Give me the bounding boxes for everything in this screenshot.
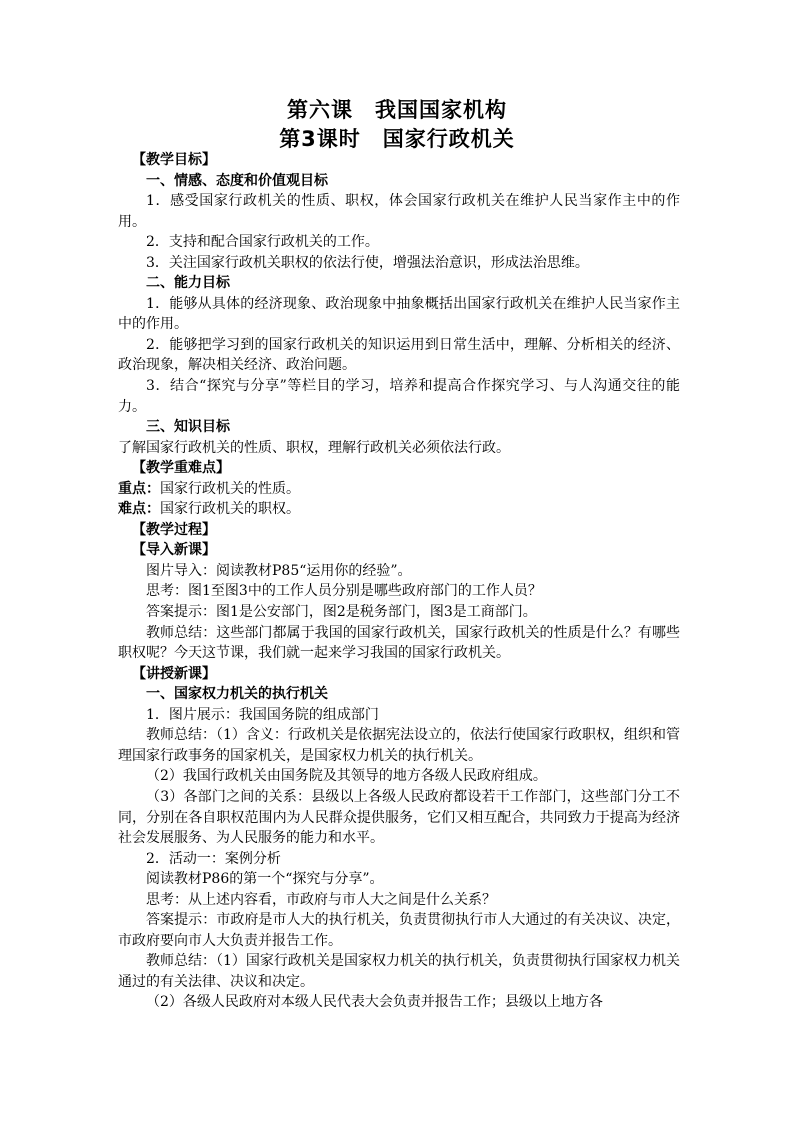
lecture-line: 教师总结：（1）含义：行政机关是依据宪法设立的，依法行使国家行政职权，组织和管理国家行政事务的国家机关，是国家权力机关的执行机关。 (118, 727, 680, 764)
intro-line: 思考：图1至图3中的工作人员分别是哪些政府部门的工作人员？ (146, 583, 542, 600)
lecture-line: 教师总结：（1）国家行政机关是国家权力机关的执行机关，负责贯彻执行国家权力机关通过的有关法律、决议和决定。 (118, 953, 680, 990)
lecture-line: 答案提示：市政府是市人大的执行机关，负责贯彻执行市人大通过的有关决议、决定，市政府要向市人大负责并报告工作。 (118, 912, 680, 949)
difficulty-label: 难点： (118, 501, 160, 518)
section2-item: 1．能够从具体的经济现象、政治现象中抽象概括出国家行政机关在维护人民当家作主中的作用。 (118, 295, 680, 333)
section3-text: 了解国家行政机关的性质、职权，理解行政机关必须依法行政。 (118, 439, 510, 456)
section1-heading: 一、情感、态度和价值观目标 (146, 172, 328, 189)
intro-line: 教师总结：这些部门都属于我国的国家行政机关，国家行政机关的性质是什么？有哪些职权呢？今天这节课，我们就一起来学习我国的国家行政机关。 (118, 624, 680, 662)
intro-line: 图片导入：阅读教材P85“运用你的经验”。 (146, 562, 412, 579)
focus-label: 重点： (118, 480, 160, 497)
document-body (118, 150, 680, 1013)
difficulty-line (118, 499, 680, 520)
section1-item: 3．关注国家行政机关职权的依法行使，增强法治意识，形成法治思维。 (146, 254, 589, 271)
intro-line: 答案提示：图1是公安部门，图2是税务部门，图3是工商部门。 (146, 604, 537, 621)
lecture-part1-heading: 一、国家权力机关的执行机关 (146, 686, 328, 703)
section2-item: 3．结合“探究与分享”等栏目的学习，培养和提高合作探究学习、与人沟通交往的能力。 (118, 378, 680, 415)
section2-heading: 二、能力目标 (146, 275, 230, 292)
key-points-heading: 【教学重难点】 (132, 460, 230, 477)
lesson-subtitle: 第3课时 国家行政机关 (279, 127, 515, 151)
process-heading: 【教学过程】 (132, 521, 216, 538)
lecture-line: （3）各部门之间的关系：县级以上各级人民政府都设若干工作部门，这些部门分工不同，分别在各自职权范围内为人民群众提供服务，它们又相互配合，共同致力于提高为经济社会发展服务、为人民服务的能力和水平。 (118, 788, 680, 847)
focus-text: 国家行政机关的性质。 (160, 480, 300, 497)
lecture-line: 思考：从上述内容看，市政府与市人大之间是什么关系？ (146, 891, 496, 908)
focus-line (118, 479, 680, 500)
difficulty-text: 国家行政机关的职权。 (160, 501, 300, 518)
lecture-line: 1．图片展示：我国国务院的组成部门 (146, 706, 379, 723)
lecture-line: （2）我国行政机关由国务院及其领导的地方各级人民政府组成。 (146, 768, 547, 785)
lecture-line: 2．活动一：案例分析 (146, 850, 281, 867)
lecture-line: 阅读教材P86的第一个“探究与分享”。 (146, 871, 384, 888)
objectives-heading: 【教学目标】 (132, 152, 216, 168)
section1-item: 2．支持和配合国家行政机关的工作。 (146, 234, 379, 251)
section2-item: 2．能够把学习到的国家行政机关的知识运用到日常生活中，理解、分析相关的经济、政治现象，解决相关经济、政治问题。 (118, 336, 680, 374)
lecture-heading: 【讲授新课】 (132, 665, 216, 682)
section1-item: 1．感受国家行政机关的性质、职权，体会国家行政机关在维护人民当家作主中的作用。 (118, 193, 680, 230)
lecture-line: （2）各级人民政府对本级人民代表大会负责并报告工作；县级以上地方各 (146, 994, 603, 1011)
intro-heading: 【导入新课】 (132, 542, 216, 559)
lesson-title: 第六课 我国国家机构 (287, 98, 507, 122)
section3-heading: 三、知识目标 (146, 419, 230, 436)
